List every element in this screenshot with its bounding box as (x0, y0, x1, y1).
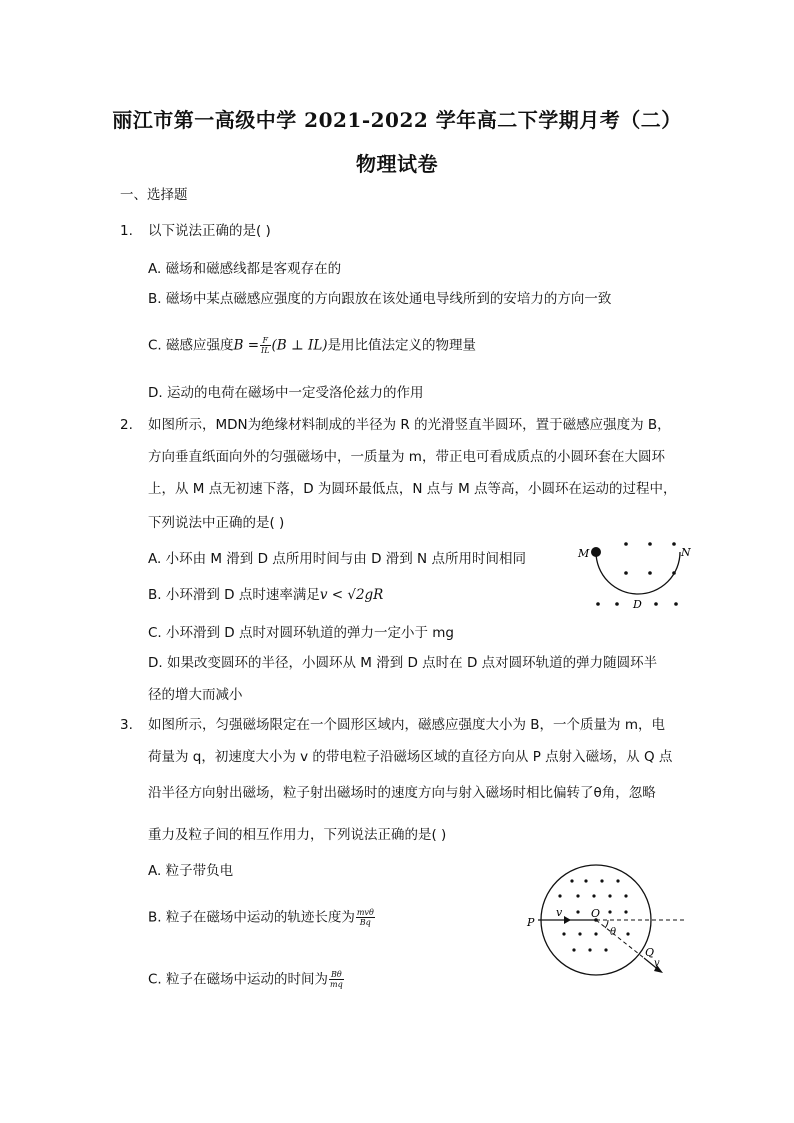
q3-option-c-denominator: mq (330, 980, 343, 989)
field-dot (596, 602, 600, 606)
q1-option-d: D. 运动的电荷在磁场中一定受洛伦兹力的作用 (148, 385, 424, 401)
q2-label-m: M (578, 547, 590, 560)
q2-line-2: 方向垂直纸面向外的匀强磁场中，一质量为 m，带正电可看成质点的小圆环套在大圆环 (148, 449, 665, 465)
field-dot (604, 948, 607, 951)
field-dot (558, 894, 561, 897)
field-dot (672, 542, 676, 546)
q2-option-c: C. 小环滑到 D 点时对圆环轨道的弹力一定小于 mg (148, 625, 454, 641)
q3-option-c-prefix: C. 粒子在磁场中运动的时间为 (148, 971, 329, 988)
section-heading: 一、选择题 (120, 187, 188, 203)
field-dot (578, 932, 581, 935)
q1-number: 1. (120, 223, 133, 239)
q3-option-b (148, 908, 376, 927)
field-dot (648, 571, 652, 575)
q3-line-2: 荷量为 q，初速度大小为 v 的带电粒子沿磁场区域的直径方向从 P 点射入磁场，从 Q 点 (148, 749, 673, 765)
q2-semicircle-diagram (570, 534, 700, 616)
q3-label-p: P (527, 916, 535, 929)
field-dot (674, 602, 678, 606)
field-dot (626, 932, 629, 935)
field-dot (648, 542, 652, 546)
field-dot (608, 910, 611, 913)
q3-line-3: 沿半径方向射出磁场，粒子射出磁场时的速度方向与射入磁场时相比偏转了θ角，忽略 (148, 785, 656, 801)
q3-theta-arc (605, 920, 608, 928)
q2-label-n: N (681, 546, 691, 559)
field-dot (616, 879, 619, 882)
q2-line-1: 如图所示，MDN为绝缘材料制成的半径为 R 的光滑竖直半圆环，置于磁感应强度为 B， (148, 417, 671, 433)
field-dot (654, 602, 658, 606)
q3-number: 3. (120, 717, 133, 733)
field-dot (588, 948, 591, 951)
q1-option-c-numerator: F (260, 336, 270, 346)
field-dot (624, 571, 628, 575)
q3-option-b-numerator: mvθ (356, 908, 374, 917)
page-subtitle: 物理试卷 (356, 152, 438, 176)
q3-label-theta: θ (610, 927, 617, 938)
q2-line-3: 上，从 M 点无初速下落，D 为圆环最低点，N 点与 M 点等高，小圆环在运动的过程中， (148, 481, 677, 497)
field-dot (592, 894, 595, 897)
q3-incoming-arrow (564, 916, 571, 924)
q3-option-a: A. 粒子带负电 (148, 863, 234, 879)
q3-option-b-fraction (356, 908, 375, 927)
q2-semicircle-track (596, 552, 680, 594)
q2-label-d: D (633, 598, 642, 611)
field-dot (594, 932, 597, 935)
q1-option-c-prefix: C. 磁感应强度 (148, 337, 234, 354)
q2-field-dots (596, 542, 678, 606)
q3-option-c (148, 970, 345, 989)
q3-option-c-fraction (329, 970, 344, 989)
field-dot (600, 879, 603, 882)
q1-stem: 以下说法正确的是( ) (148, 223, 271, 239)
q1-option-c-fraction (260, 336, 270, 355)
field-dot (584, 879, 587, 882)
q2-option-b (148, 586, 383, 604)
q2-small-ring (591, 547, 601, 557)
q1-option-b: B. 磁场中某点磁感应强度的方向跟放在该处通电导线所到的安培力的方向一致 (148, 291, 612, 307)
q2-line-4: 下列说法中正确的是( ) (148, 515, 285, 531)
q1-option-c-condition: (B ⊥ IL) (271, 337, 328, 354)
q2-option-b-formula: v < √2gR (319, 587, 384, 603)
page-title: 丽江市第一高级中学 2021-2022 学年高二下学期月考（二） (112, 108, 682, 132)
q3-exit-radius-dashed (596, 920, 644, 958)
field-dot (570, 879, 573, 882)
field-dot (624, 542, 628, 546)
q2-option-a: A. 小环由 M 滑到 D 点所用时间与由 D 滑到 N 点所用时间相同 (148, 551, 526, 567)
q3-label-o: O (591, 907, 601, 920)
field-dot (608, 894, 611, 897)
q2-option-b-prefix: B. 小环滑到 D 点时速率满足 (148, 587, 320, 603)
q3-label-q: Q (645, 946, 655, 959)
field-dot (615, 602, 619, 606)
q3-circular-field-diagram (524, 864, 690, 988)
q3-line-4: 重力及粒子间的相互作用力，下列说法正确的是( ) (148, 827, 447, 843)
field-dot (624, 894, 627, 897)
q1-option-c-denominator: IL (261, 346, 270, 355)
q2-number: 2. (120, 417, 133, 433)
q3-label-v-out: v (654, 958, 660, 969)
q3-option-b-prefix: B. 粒子在磁场中运动的轨迹长度为 (148, 909, 355, 926)
field-dot (624, 910, 627, 913)
field-dot (572, 948, 575, 951)
q3-label-v-in: v (556, 906, 563, 919)
field-dot (576, 894, 579, 897)
q2-option-d-line-2: 径的增大而减小 (148, 687, 243, 703)
q3-option-c-numerator: Bθ (329, 970, 344, 980)
q1-option-a: A. 磁场和磁感线都是客观存在的 (148, 261, 342, 277)
field-dot (562, 932, 565, 935)
q3-option-b-denominator: Bq (359, 918, 371, 927)
q1-option-c-suffix: 是用比值法定义的物理量 (327, 337, 477, 354)
q1-option-c-lhs: B = (233, 337, 260, 354)
q1-option-c (148, 336, 476, 355)
q3-line-1: 如图所示，匀强磁场限定在一个圆形区域内，磁感应强度大小为 B，一个质量为 m，电 (148, 717, 665, 733)
field-dot (576, 910, 579, 913)
q2-option-d-line-1: D. 如果改变圆环的半径，小圆环从 M 滑到 D 点时在 D 点对圆环轨道的弹力随圆环半 (148, 655, 658, 671)
